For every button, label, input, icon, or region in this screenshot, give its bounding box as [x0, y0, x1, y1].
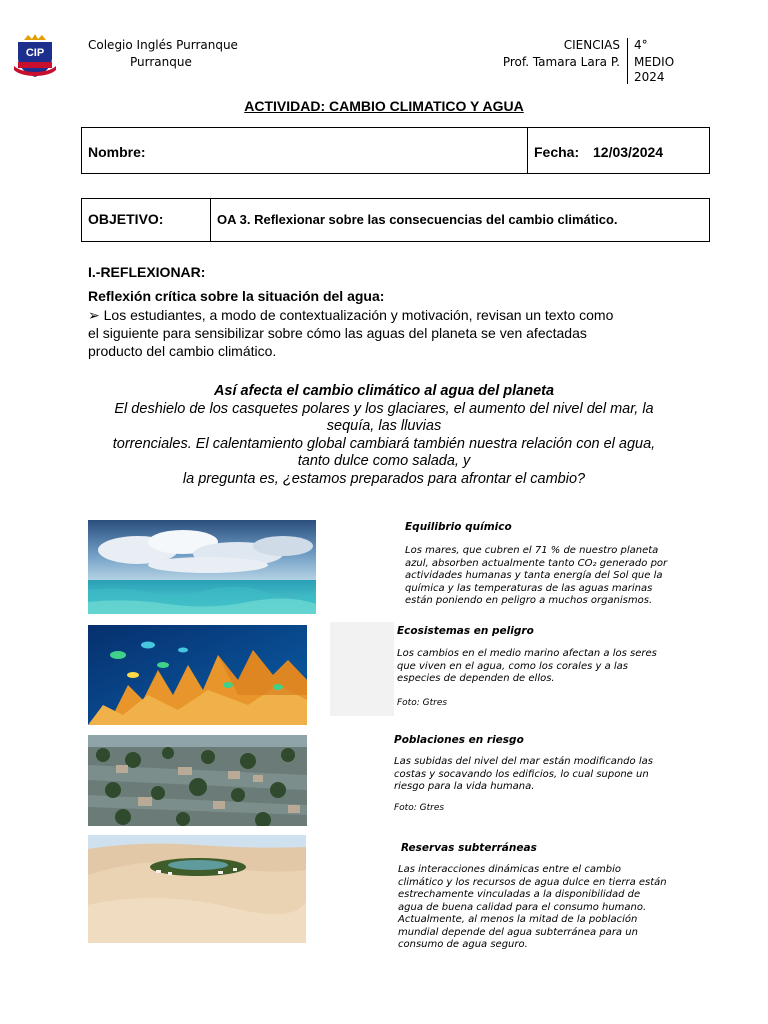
panel-3-credit: Foto: Gtres — [394, 803, 445, 813]
school-city: Purranque — [130, 55, 192, 69]
page-title: ACTIVIDAD: CAMBIO CLIMATICO Y AGUA — [244, 98, 524, 114]
teacher-name: Prof. Tamara Lara P. — [502, 55, 620, 69]
objective-box — [81, 198, 710, 242]
panel-1-line: actividades humanas y tanta energía del Sol que la — [405, 570, 663, 581]
panel-1-line: Los mares, que cubren el 71 % de nuestro planeta — [405, 545, 659, 556]
school-name: Colegio Inglés Purranque — [88, 38, 238, 52]
panel-4-line: climático y los recursos de agua dulce en tierra están — [398, 876, 667, 888]
subject: CIENCIAS — [563, 38, 620, 52]
box-divider — [527, 128, 528, 173]
panel-1-line: están poniendo en peligro a muchos organismos. — [405, 595, 653, 606]
panel-1-text — [405, 545, 688, 608]
panel-3-line: costas y socavando los edificios, lo cual supone un — [394, 768, 649, 780]
objective-text: OA 3. Reflexionar sobre las consecuencias del cambio climático. — [217, 212, 618, 227]
panel-4-line: Actualmente, al menos la mitad de la población — [398, 914, 638, 925]
panel-2-line: que viven en el agua, como los corales y a las — [397, 660, 629, 672]
grade-level: MEDIO — [634, 55, 675, 69]
school-year: 2024 — [634, 70, 665, 84]
panel-2-credit: Foto: Gtres — [397, 698, 448, 708]
coral-reef-photo — [88, 625, 307, 725]
section-paragraph — [88, 306, 688, 360]
date-label: Fecha: — [534, 144, 580, 160]
objective-divider — [210, 199, 211, 241]
panel-4-line: agua de buena calidad para el consumo humano. — [398, 901, 647, 913]
panel-2-text — [397, 648, 676, 686]
panel-4-text — [398, 864, 668, 952]
logo-text: CIP — [25, 47, 45, 59]
paragraph-line-3: producto del cambio climático. — [88, 343, 277, 359]
panel-2-line: Los cambios en el medio marino afectan a los seres — [397, 648, 657, 659]
objective-label: OBJETIVO: — [88, 211, 164, 227]
panel-3-heading: Poblaciones en riesgo — [394, 734, 524, 746]
panel-1-line: azul, absorben actualmente tanto CO₂ generado por — [405, 557, 668, 569]
panel-4-line: consumo de agua seguro. — [398, 939, 528, 950]
panel-4-line: estrechamente vinculadas a la disponibilidad de — [398, 889, 641, 900]
date-value: 12/03/2024 — [593, 144, 664, 160]
paragraph-line-1: Los estudiantes, a modo de contextualización y motivación, revisan un texto como — [103, 307, 614, 323]
ocean-sky-photo — [88, 520, 316, 614]
quote-line-2: sequía, las lluvias — [326, 418, 442, 434]
panel-3-text — [394, 756, 659, 794]
panel-3-line: Las subidas del nivel del mar están modificando las — [394, 756, 653, 767]
school-logo — [12, 32, 58, 78]
section-heading: I.-REFLEXIONAR: — [88, 264, 206, 280]
paragraph-line-2: el siguiente para sensibilizar sobre cómo las aguas del planeta se ven afectadas — [88, 325, 587, 341]
flooded-town-photo — [88, 735, 307, 826]
panel-1-heading: Equilibrio químico — [405, 521, 512, 533]
desert-oasis-photo — [88, 835, 306, 943]
quote-line-1: El deshielo de los casquetes polares y los glaciares, el aumento del nivel del mar, la — [114, 400, 654, 417]
quote-title: Así afecta el cambio climático al agua del planeta — [213, 383, 555, 399]
panel-2-line: especies de dependen de ellos. — [397, 673, 555, 684]
grade-number: 4° — [634, 38, 648, 52]
panel-1-line: química y las temperaturas de las aguas marinas — [405, 582, 653, 594]
bullet-arrow-icon: ➢ — [88, 307, 100, 323]
section-subheading: Reflexión crítica sobre la situación del agua: — [88, 288, 385, 304]
panel-4-heading: Reservas subterráneas — [401, 842, 537, 854]
name-label: Nombre: — [88, 144, 146, 160]
panel-2-heading: Ecosistemas en peligro — [397, 625, 534, 637]
quote-line-5: la pregunta es, ¿estamos preparados para afrontar el cambio? — [182, 470, 586, 487]
header-divider — [627, 38, 628, 84]
faded-image-area — [330, 622, 394, 716]
student-info-box — [81, 127, 710, 174]
quote-block — [80, 383, 688, 488]
quote-line-3: torrenciales. El calentamiento global cambiará también nuestra relación con el agua, — [112, 435, 656, 452]
quote-line-4: tanto dulce como salada, y — [297, 453, 471, 469]
panel-3-line: riesgo para la vida humana. — [394, 781, 535, 792]
panel-4-line: Las interacciones dinámicas entre el cambio — [398, 864, 621, 875]
panel-4-line: mundial depende del agua subterránea para un — [398, 926, 638, 938]
